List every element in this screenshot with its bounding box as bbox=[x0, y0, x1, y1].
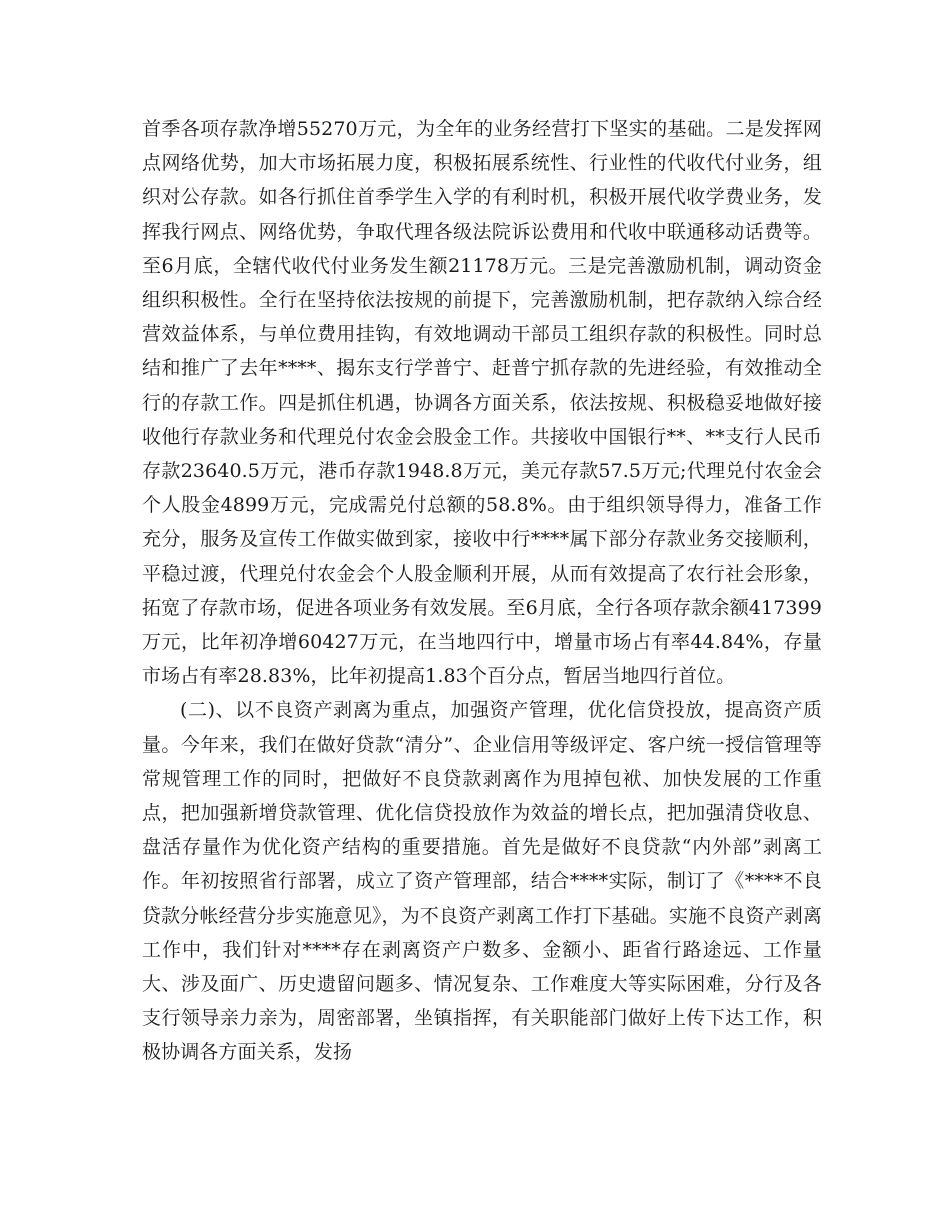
document-body bbox=[142, 112, 822, 1070]
paragraph-1: 首季各项存款净增55270万元，为全年的业务经营打下坚实的基础。二是发挥网点网络优势，加大市场拓展力度，积极拓展系统性、行业性的代收代付业务，组织对公存款。如各行抓住首季学生入学的有利时机，积极开展代收学费业务，发挥我行网点、网络优势，争取代理各级法院诉讼费用和代收中联通移动话费等。至6月底，全辖代收代付业务发生额21178万元。三是完善激励机制，调动资金组织积极性。全行在坚持依法按规的前提下，完善激励机制，把存款纳入综合经营效益体系，与单位费用挂钩，有效地调动干部员工组织存款的积极性。同时总结和推广了去年****、揭东支行学普宁、赶普宁抓存款的先进经验，有效推动全行的存款工作。四是抓住机遇，协调各方面关系，依法按规、积极稳妥地做好接收他行存款业务和代理兑付农金会股金工作。共接收中国银行**、**支行人民币存款23640.5万元，港币存款1948.8万元，美元存款57.5万元;代理兑付农金会个人股金4899万元，完成需兑付总额的58.8%。由于组织领导得力，准备工作充分，服务及宣传工作做实做到家，接收中行****属下部分存款业务交接顺利，平稳过渡，代理兑付农金会个人股金顺利开展，从而有效提高了农行社会形象，拓宽了存款市场，促进各项业务有效发展。至6月底，全行各项存款余额417399万元，比年初净增60427万元，在当地四行中，增量市场占有率44.84%，存量市场占有率28.83%，比年初提高1.83个百分点，暂居当地四行首位。 bbox=[142, 118, 822, 688]
paragraph-2: (二)、以不良资产剥离为重点，加强资产管理，优化信贷投放，提高资产质量。今年来，我们在做好贷款“清分”、企业信用等级评定、客户统一授信管理等常规管理工作的同时，把做好不良贷款剥离作为甩掉包袱、加快发展的工作重点，把加强新增贷款管理、优化信贷投放作为效益的增长点，把加强清贷收息、盘活存量作为优化资产结构的重要措施。首先是做好不良贷款“内外部”剥离工作。年初按照省行部署，成立了资产管理部，结合****实际，制订了《****不良贷款分帐经营分步实施意见》，为不良资产剥离工作打下基础。实施不良资产剥离工作中，我们针对****存在剥离资产户数多、金额小、距省行路途远、工作量大、涉及面广、历史遗留问题多、情况复杂、工作难度大等实际困难，分行及各支行领导亲力亲为，周密部署，坐镇指挥，有关职能部门做好上传下达工作，积极协调各方面关系，发扬 bbox=[142, 699, 822, 1064]
